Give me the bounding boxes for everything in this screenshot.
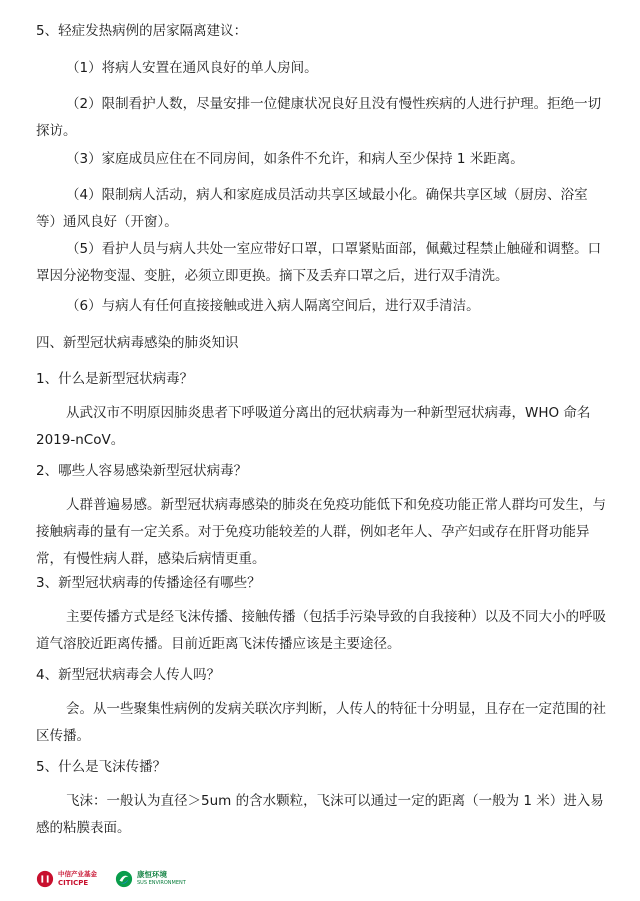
list-item: （4）限制病人活动，病人和家庭成员活动共享区域最小化。确保共享区域（厨房、浴室等）通风良好（开窗）。 — [36, 187, 588, 230]
citic-emblem-icon — [36, 870, 54, 888]
list-item: （3）家庭成员应住在不同房间，如条件不允许，和病人至少保持 1 米距离。 — [66, 151, 524, 167]
citicpe-logo-en: CITICPE — [58, 879, 89, 887]
question-heading: 4、新型冠状病毒会人传人吗？ — [36, 667, 221, 683]
question-heading: 3、新型冠状病毒的传播途径有哪些？ — [36, 575, 261, 591]
answer-paragraph: 人群普遍易感。新型冠状病毒感染的肺炎在免疫功能低下和免疫功能正常人群均可发生，与接触病毒的量有一定关系。对于免疫功能较差的人群，例如老年人、孕产妇或存在肝肾功能异常，有慢性病人群，感染后病情更重。 — [36, 497, 606, 567]
section-heading-pneumonia-knowledge: 四、新型冠状病毒感染的肺炎知识 — [36, 335, 239, 351]
section-heading-home-isolation: 5、轻症发热病例的居家隔离建议： — [36, 23, 248, 39]
kanghengenv-logo — [115, 870, 186, 888]
question-heading: 2、哪些人容易感染新型冠状病毒？ — [36, 463, 248, 479]
footer-logos — [36, 866, 186, 892]
citicpe-logo — [36, 870, 97, 888]
list-item: （6）与病人有任何直接接触或进入病人隔离空间后，进行双手清洁。 — [66, 298, 480, 314]
answer-paragraph: 会。从一些聚集性病例的发病关联次序判断，人传人的特征十分明显，且存在一定范围的社区传播。 — [36, 701, 606, 744]
answer-paragraph: 主要传播方式是经飞沫传播、接触传播（包括手污染导致的自我接种）以及不同大小的呼吸道气溶胶近距离传播。目前近距离飞沫传播应该是主要途径。 — [36, 609, 606, 652]
question-heading: 5、什么是飞沫传播？ — [36, 759, 167, 775]
kangheng-logo-en: SUS ENVIRONMENT — [137, 880, 186, 886]
citicpe-logo-cn: 中信产业基金 — [58, 870, 97, 878]
kangheng-emblem-icon — [115, 870, 133, 888]
answer-paragraph: 从武汉市不明原因肺炎患者下呼吸道分离出的冠状病毒为一种新型冠状病毒，WHO 命名 2019-nCoV。 — [36, 405, 591, 448]
list-item: （5）看护人员与病人共处一室应带好口罩，口罩紧贴面部，佩戴过程禁止触碰和调整。口罩因分泌物变湿、变脏，必须立即更换。摘下及丢弃口罩之后，进行双手清洗。 — [36, 241, 602, 284]
kangheng-logo-cn: 康恒环境 — [137, 870, 167, 879]
list-item: （2）限制看护人数，尽量安排一位健康状况良好且没有慢性疾病的人进行护理。拒绝一切探访。 — [36, 96, 602, 139]
question-heading: 1、什么是新型冠状病毒？ — [36, 371, 194, 387]
answer-paragraph: 飞沫：一般认为直径＞5um 的含水颗粒，飞沫可以通过一定的距离（一般为 1 米）进入易感的粘膜表面。 — [36, 793, 604, 836]
list-item: （1）将病人安置在通风良好的单人房间。 — [66, 60, 318, 76]
